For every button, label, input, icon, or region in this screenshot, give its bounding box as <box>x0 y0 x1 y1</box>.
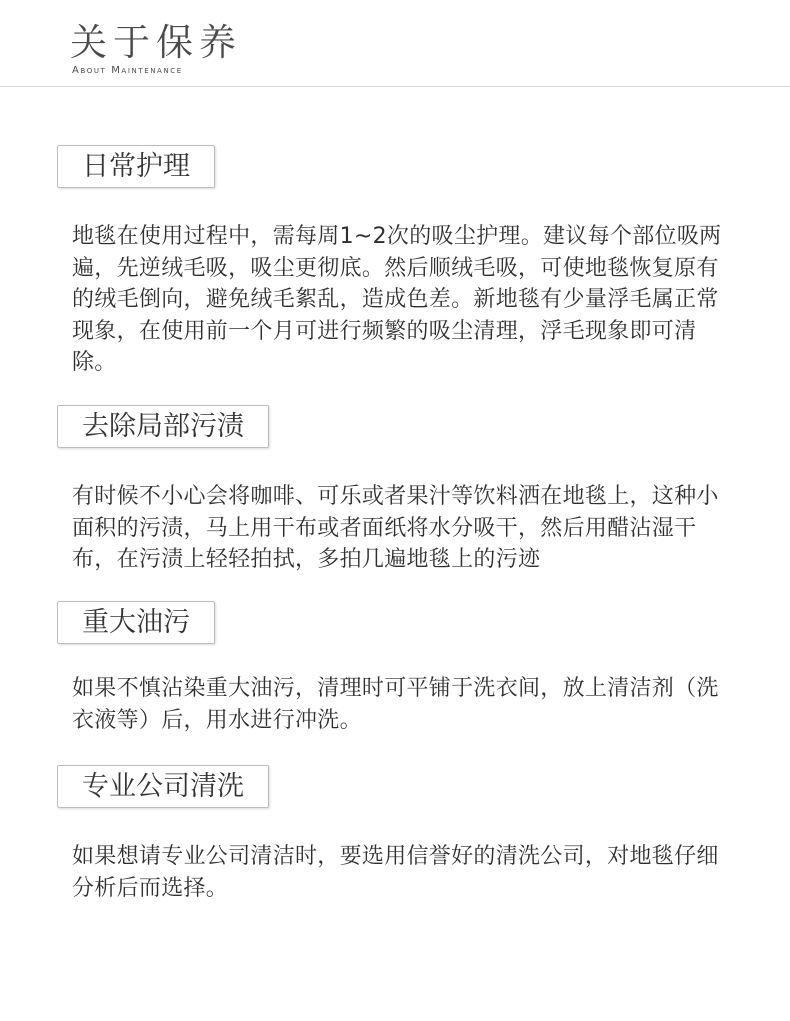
section-text-local-stains: 有时候不小心会将咖啡、可乐或者果汁等饮料洒在地毯上，这种小面积的污渍，马上用干布或者面纸将水分吸干，然后用醋沾湿干布，在污渍上轻轻拍拭，多拍几遍地毯上的污迹 <box>72 484 719 572</box>
page-title: 关于保养 <box>70 21 242 64</box>
section-heading-local-stains: 去除局部污渍 <box>57 405 269 448</box>
page-subtitle: About Maintenance <box>72 65 183 76</box>
section-text-daily-care: 地毯在使用过程中，需每周1~2次的吸尘护理。建议每个部位吸两遍，先逆绒毛吸，吸尘更彻底。然后顺绒毛吸，可使地毯恢复原有的绒毛倒向，避免绒毛絮乱，造成色差。新地毯有少量浮毛属正常现象，在使用前一个月可进行频繁的吸尘清理，浮毛现象即可清除。 <box>72 224 722 375</box>
section-heading-daily-care: 日常护理 <box>57 145 215 188</box>
section-heading-heavy-oil: 重大油污 <box>57 601 215 644</box>
section-text-heavy-oil: 如果不慎沾染重大油污，清理时可平铺于洗衣间，放上清洁剂（洗衣液等）后，用水进行冲洗。 <box>72 676 719 733</box>
section-text-professional-cleaning: 如果想请专业公司清洁时，要选用信誉好的清洗公司，对地毯仔细分析后而选择。 <box>72 844 719 901</box>
page-header <box>0 0 790 87</box>
section-heading-professional-cleaning: 专业公司清洗 <box>57 765 269 808</box>
